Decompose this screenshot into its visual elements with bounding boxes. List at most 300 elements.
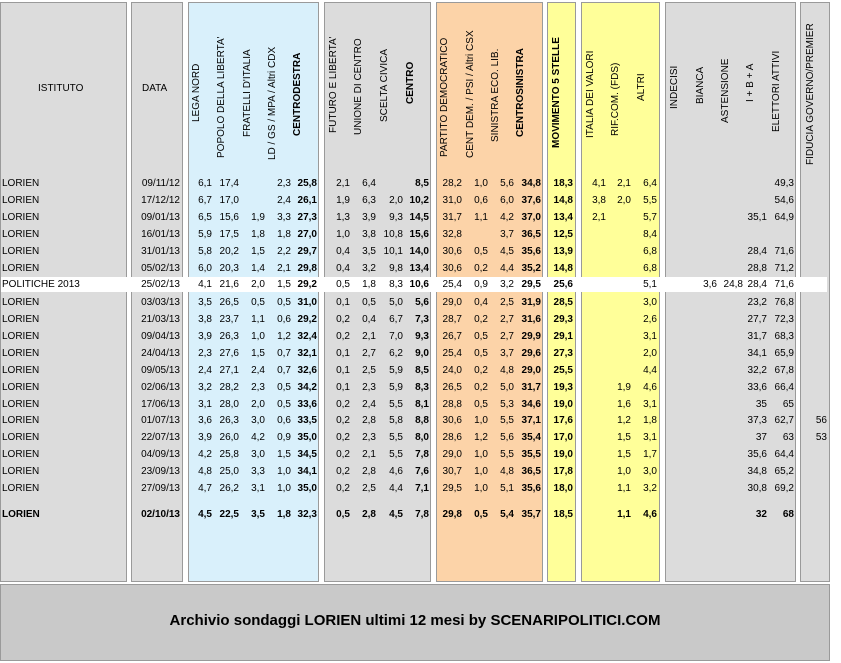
header-centrodestra: CENTRODESTRA (292, 52, 303, 136)
cell-idv: 2,1 (592, 212, 606, 223)
cell-ld-gs: 2,4 (277, 195, 291, 206)
table-row (0, 329, 841, 345)
cell-bianca (718, 413, 743, 429)
cell-istituto: LORIEN (2, 399, 40, 410)
cell-ld-gs: 0,7 (277, 365, 291, 376)
cell-rif (607, 210, 631, 226)
cell-fli: 0,4 (336, 263, 350, 274)
cell-ipba: 35 (755, 399, 767, 410)
cell-astensione (744, 346, 746, 362)
table-row (0, 277, 841, 293)
cell-bianca: 24,8 (723, 279, 743, 290)
header-elettori: ELETTORI ATTIVI (771, 50, 782, 132)
cell-udc: 6,4 (362, 178, 376, 189)
cell-pd: 30,7 (442, 466, 462, 477)
cell-centrodestra: 33,6 (297, 399, 317, 410)
cell-idv (583, 413, 606, 429)
cell-fli: 1,0 (336, 229, 350, 240)
cell-centrodestra: 29,2 (297, 279, 317, 290)
cell-idv: 3,8 (592, 195, 606, 206)
cell-elettori: 71,6 (774, 246, 794, 257)
cell-fdi: 3,0 (251, 449, 265, 460)
cell-altri: 3,1 (643, 331, 657, 342)
cell-bianca (718, 210, 743, 226)
cell-bianca (718, 380, 743, 396)
cell-sel: 5,6 (500, 178, 514, 189)
cell-fli: 0,1 (336, 382, 350, 393)
cell-centro: 9,3 (415, 331, 429, 342)
cell-centrosinistra: 36,5 (521, 229, 541, 240)
cell-lega-nord: 2,4 (198, 365, 212, 376)
cell-elettori: 71,6 (774, 279, 794, 290)
cell-data: 16/01/13 (141, 229, 180, 240)
cell-fdi: 1,8 (251, 229, 265, 240)
cell-sc: 6,2 (389, 348, 403, 359)
cell-istituto: POLITICHE 2013 (2, 279, 80, 290)
cell-fli: 0,2 (336, 483, 350, 494)
cell-elettori: 65 (782, 399, 794, 410)
cell-ld-gs: 0,9 (277, 432, 291, 443)
cell-centrodestra: 26,1 (297, 195, 317, 206)
cell-centro: 10,2 (409, 195, 429, 206)
cell-data: 21/03/13 (141, 314, 180, 325)
cell-ipba: 28,4 (747, 246, 767, 257)
cell-astensione (744, 312, 746, 328)
cell-indecisi (667, 430, 717, 446)
cell-pd: 30,6 (442, 263, 462, 274)
cell-pdl: 26,0 (219, 432, 239, 443)
cell-centro: 7,6 (415, 466, 429, 477)
cell-fli: 2,1 (336, 178, 350, 189)
cell-istituto: LORIEN (2, 195, 40, 206)
cell-sel: 2,5 (500, 297, 514, 308)
cell-udc: 0,5 (362, 297, 376, 308)
cell-m5s: 29,3 (553, 314, 573, 325)
cell-lega-nord: 4,2 (198, 449, 212, 460)
cell-ipba: 33,6 (747, 382, 767, 393)
cell-cd: 0,2 (474, 382, 488, 393)
cell-centrosinistra: 31,6 (521, 314, 541, 325)
cell-pdl: 23,7 (219, 314, 239, 325)
cell-pd: 29,0 (442, 297, 462, 308)
cell-udc: 2,3 (362, 382, 376, 393)
cell-idv (583, 481, 606, 497)
cell-fiducia (802, 210, 827, 226)
cell-data: 01/07/13 (141, 415, 180, 426)
cell-centrosinistra: 37,1 (521, 415, 541, 426)
cell-lega-nord: 3,5 (198, 297, 212, 308)
cell-ld-gs: 1,0 (277, 483, 291, 494)
cell-ld-gs: 0,6 (277, 415, 291, 426)
cell-sc: 9,3 (389, 212, 403, 223)
cell-cd: 0,5 (474, 331, 488, 342)
cell-centro: 8,5 (415, 178, 429, 189)
cell-m5s: 17,8 (553, 466, 573, 477)
cell-rif: 1,5 (617, 449, 631, 460)
header-fli: FUTURO E LIBERTA' (328, 36, 339, 133)
cell-cd: 1,0 (474, 415, 488, 426)
cell-sel: 4,2 (500, 212, 514, 223)
cell-m5s: 18,0 (553, 483, 573, 494)
table-row (0, 363, 841, 379)
cell-pd: 29,0 (442, 449, 462, 460)
cell-fli: 0,2 (336, 399, 350, 410)
cell-altri: 6,8 (643, 246, 657, 257)
cell-udc: 1,8 (362, 279, 376, 290)
table-row (0, 397, 841, 413)
cell-data: 17/06/13 (141, 399, 180, 410)
cell-fiducia (802, 312, 827, 328)
cell-centrosinistra: 29,9 (521, 331, 541, 342)
cell-sc: 5,9 (389, 382, 403, 393)
cell-rif (607, 227, 631, 243)
cell-fiducia (802, 261, 827, 277)
cell-astensione (744, 295, 746, 311)
cell-pd: 30,6 (442, 415, 462, 426)
cell-elettori: 54,6 (774, 195, 794, 206)
cell-astensione (744, 447, 746, 463)
cell-centrosinistra: 35,2 (521, 263, 541, 274)
cell-bianca (718, 227, 743, 243)
cell-cd: 0,9 (474, 279, 488, 290)
cell-sel: 3,7 (500, 348, 514, 359)
cell-ipba: 23,2 (747, 297, 767, 308)
cell-indecisi (667, 210, 717, 226)
cell-pd: 28,2 (442, 178, 462, 189)
cell-indecisi (667, 346, 717, 362)
cell-rif (607, 346, 631, 362)
cell-ipba: 31,7 (747, 331, 767, 342)
cell-data: 09/11/12 (141, 178, 180, 189)
cell-centrodestra: 34,2 (297, 382, 317, 393)
cell-altri: 4,6 (643, 382, 657, 393)
cell-sel: 5,5 (500, 415, 514, 426)
cell-sc: 5,8 (389, 415, 403, 426)
cell-idv (583, 464, 606, 480)
cell-m5s: 12,5 (553, 229, 573, 240)
cell-centrosinistra: 29,6 (521, 348, 541, 359)
cell-ipba: 32 (755, 509, 767, 520)
cell-astensione (744, 193, 746, 209)
cell-sel: 6,0 (500, 195, 514, 206)
cell-centro: 14,5 (409, 212, 429, 223)
cell-istituto: LORIEN (2, 229, 40, 240)
cell-astensione (744, 413, 746, 429)
cell-sc: 8,3 (389, 279, 403, 290)
cell-pd: 25,4 (442, 348, 462, 359)
cell-ipba: 28,8 (747, 263, 767, 274)
table-row (0, 176, 841, 192)
cell-ld-gs: 2,3 (277, 178, 291, 189)
cell-idv (583, 346, 606, 362)
cell-bianca (718, 430, 743, 446)
cell-astensione (744, 329, 746, 345)
cell-m5s: 27,3 (553, 348, 573, 359)
cell-indecisi (667, 447, 717, 463)
cell-pdl: 17,0 (219, 195, 239, 206)
cell-m5s: 17,6 (553, 415, 573, 426)
cell-sc: 4,4 (389, 483, 403, 494)
header-altri: ALTRI (636, 73, 647, 101)
header-sc: SCELTA CIVICA (379, 49, 390, 122)
table-row (0, 447, 841, 463)
cell-fdi: 2,3 (251, 382, 265, 393)
cell-sel: 3,7 (500, 229, 514, 240)
cell-cd: 1,0 (474, 466, 488, 477)
cell-centro: 7,3 (415, 314, 429, 325)
cell-pd: 31,0 (442, 195, 462, 206)
cell-data: 09/05/13 (141, 365, 180, 376)
table-row (0, 481, 841, 497)
cell-centrodestra: 32,4 (297, 331, 317, 342)
cell-fli: 1,9 (336, 195, 350, 206)
cell-elettori: 62,7 (774, 415, 794, 426)
cell-pd: 28,6 (442, 432, 462, 443)
cell-pd: 26,5 (442, 382, 462, 393)
cell-data: 02/10/13 (141, 509, 180, 520)
header-astensione: ASTENSIONE (720, 58, 731, 123)
cell-pdl: 26,5 (219, 297, 239, 308)
cell-fdi: 3,3 (251, 466, 265, 477)
cell-cd: 0,4 (474, 297, 488, 308)
cell-idv: 4,1 (592, 178, 606, 189)
cell-cd: 1,1 (474, 212, 488, 223)
cell-sc: 6,7 (389, 314, 403, 325)
cell-bianca (718, 261, 743, 277)
cell-fdi: 3,5 (251, 509, 265, 520)
cell-altri: 4,4 (643, 365, 657, 376)
cell-m5s: 28,5 (553, 297, 573, 308)
table-row (0, 244, 841, 260)
cell-lega-nord: 4,7 (198, 483, 212, 494)
header-data: DATA (142, 83, 168, 94)
cell-elettori: 63 (782, 432, 794, 443)
cell-fdi: 2,0 (251, 279, 265, 290)
cell-centrodestra: 32,3 (297, 509, 317, 520)
cell-centro: 13,4 (409, 263, 429, 274)
cell-cd: 1,0 (474, 449, 488, 460)
cell-centrosinistra: 31,7 (521, 382, 541, 393)
cell-lega-nord: 6,0 (198, 263, 212, 274)
cell-bianca (718, 363, 743, 379)
cell-fdi: 1,1 (251, 314, 265, 325)
cell-indecisi (667, 481, 717, 497)
cell-fdi: 2,4 (251, 365, 265, 376)
cell-fli: 0,5 (336, 509, 350, 520)
cell-altri: 1,7 (643, 449, 657, 460)
cell-centrodestra: 27,0 (297, 229, 317, 240)
cell-centrodestra: 34,1 (297, 466, 317, 477)
cell-elettori: 64,4 (774, 449, 794, 460)
cell-rif (607, 277, 631, 293)
cell-fiducia (802, 244, 827, 260)
cell-sel: 5,1 (500, 483, 514, 494)
cell-centrodestra: 29,7 (297, 246, 317, 257)
table-row (0, 380, 841, 396)
cell-centrosinistra: 35,4 (521, 432, 541, 443)
cell-indecisi (667, 464, 717, 480)
cell-lega-nord: 4,1 (198, 279, 212, 290)
cell-udc: 2,1 (362, 331, 376, 342)
cell-centrosinistra: 34,8 (521, 178, 541, 189)
cell-astensione (744, 397, 746, 413)
cell-astensione (744, 244, 746, 260)
cell-pdl: 28,0 (219, 399, 239, 410)
cell-istituto: LORIEN (2, 509, 40, 520)
cell-istituto: LORIEN (2, 246, 40, 257)
cell-fiducia (802, 380, 827, 396)
cell-ipba: 30,8 (747, 483, 767, 494)
cell-cd: 1,0 (474, 178, 488, 189)
cell-pdl: 15,6 (219, 212, 239, 223)
cell-fiducia (802, 277, 827, 293)
cell-sc: 10,1 (383, 246, 403, 257)
cell-data: 25/02/13 (141, 279, 180, 290)
cell-pd: 31,7 (442, 212, 462, 223)
cell-sel: 2,7 (500, 331, 514, 342)
cell-sc: 5,5 (389, 432, 403, 443)
cell-rif: 1,0 (617, 466, 631, 477)
cell-indecisi (667, 261, 717, 277)
cell-elettori: 65,2 (774, 466, 794, 477)
cell-rif: 1,5 (617, 432, 631, 443)
cell-m5s: 19,0 (553, 399, 573, 410)
cell-sc: 7,0 (389, 331, 403, 342)
cell-altri: 6,8 (643, 263, 657, 274)
table-row (0, 430, 841, 446)
cell-udc: 2,1 (362, 449, 376, 460)
cell-m5s: 19,0 (553, 449, 573, 460)
cell-bianca (718, 244, 743, 260)
cell-idv (583, 447, 606, 463)
cell-centrosinistra: 37,6 (521, 195, 541, 206)
cell-centrosinistra: 29,0 (521, 365, 541, 376)
cell-istituto: LORIEN (2, 178, 40, 189)
cell-centro: 8,3 (415, 382, 429, 393)
cell-altri: 5,1 (643, 279, 657, 290)
cell-istituto: LORIEN (2, 365, 40, 376)
cell-data: 02/06/13 (141, 382, 180, 393)
header-fdi: FRATELLI D'ITALIA (242, 49, 253, 137)
cell-indecisi (667, 397, 717, 413)
cell-pdl: 17,5 (219, 229, 239, 240)
cell-fiducia (802, 346, 827, 362)
cell-bianca (718, 397, 743, 413)
cell-cd: 0,5 (474, 509, 488, 520)
cell-astensione (744, 363, 746, 379)
header-centrosinistra: CENTROSINISTRA (515, 48, 526, 137)
cell-istituto: LORIEN (2, 382, 40, 393)
cell-bianca (718, 481, 743, 497)
footer-bar (0, 584, 830, 661)
header-sel: SINISTRA ECO. LIB. (490, 48, 501, 142)
cell-rif: 1,9 (617, 382, 631, 393)
cell-centrosinistra: 34,6 (521, 399, 541, 410)
cell-fiducia (802, 329, 827, 345)
cell-rif (607, 312, 631, 328)
cell-istituto: LORIEN (2, 348, 40, 359)
cell-indecisi (667, 193, 717, 209)
cell-fdi: 1,0 (251, 331, 265, 342)
cell-lega-nord: 3,9 (198, 432, 212, 443)
cell-m5s: 29,1 (553, 331, 573, 342)
cell-elettori: 49,3 (774, 178, 794, 189)
cell-elettori: 67,8 (774, 365, 794, 376)
header-indecisi: INDECISI (669, 65, 680, 109)
cell-pdl: 27,6 (219, 348, 239, 359)
cell-altri: 4,6 (643, 509, 657, 520)
cell-altri: 5,5 (643, 195, 657, 206)
cell-m5s: 14,8 (553, 195, 573, 206)
cell-sc: 5,9 (389, 365, 403, 376)
header-bianca: BIANCA (695, 66, 706, 104)
header-pd: PARTITO DEMOCRATICO (439, 37, 450, 157)
cell-altri: 3,2 (643, 483, 657, 494)
cell-pdl: 26,3 (219, 415, 239, 426)
cell-centro: 7,8 (415, 509, 429, 520)
cell-fiducia (802, 227, 827, 243)
cell-data: 05/02/13 (141, 263, 180, 274)
header-ipba: I + B + A (745, 63, 756, 102)
cell-cd: 0,2 (474, 314, 488, 325)
cell-centrosinistra: 35,6 (521, 246, 541, 257)
cell-fiducia (802, 464, 827, 480)
cell-altri: 3,0 (643, 466, 657, 477)
cell-udc: 2,8 (362, 415, 376, 426)
table-row (0, 464, 841, 480)
cell-pdl: 28,2 (219, 382, 239, 393)
cell-pdl: 27,1 (219, 365, 239, 376)
cell-centrodestra: 35,0 (297, 432, 317, 443)
cell-istituto: LORIEN (2, 212, 40, 223)
cell-m5s: 13,4 (553, 212, 573, 223)
cell-ld-gs: 1,8 (277, 229, 291, 240)
cell-fli: 0,4 (336, 246, 350, 257)
cell-fli: 0,2 (336, 415, 350, 426)
header-rif: RIF.COM. (FDS) (610, 62, 621, 136)
cell-ld-gs: 2,2 (277, 246, 291, 257)
table-row (0, 295, 841, 311)
cell-centrodestra: 33,5 (297, 415, 317, 426)
cell-lega-nord: 3,8 (198, 314, 212, 325)
cell-m5s: 25,6 (553, 279, 573, 290)
cell-pdl: 17,4 (219, 178, 239, 189)
header-idv: ITALIA DEI VALORI (585, 50, 596, 138)
cell-astensione (744, 430, 746, 446)
cell-udc: 2,4 (362, 399, 376, 410)
cell-astensione (744, 176, 746, 192)
cell-cd: 0,2 (474, 263, 488, 274)
cell-istituto: LORIEN (2, 314, 40, 325)
cell-cd: 1,2 (474, 432, 488, 443)
cell-fiducia (802, 193, 827, 209)
cell-fdi: 4,2 (251, 432, 265, 443)
header-pdl: POPOLO DELLA LIBERTA' (216, 36, 227, 158)
cell-elettori: 64,9 (774, 212, 794, 223)
cell-indecisi: 3,6 (703, 279, 717, 290)
cell-fiducia (802, 176, 827, 192)
cell-istituto: LORIEN (2, 331, 40, 342)
cell-idv (583, 261, 606, 277)
cell-sc: 2,0 (389, 195, 403, 206)
cell-udc: 2,5 (362, 483, 376, 494)
cell-fdi: 0,5 (251, 297, 265, 308)
cell-indecisi (667, 176, 717, 192)
header-cd: CENT DEM. / PSI / Altri CSX (465, 30, 476, 158)
header-udc: UNIONE DI CENTRO (353, 38, 364, 135)
cell-fli: 0,2 (336, 314, 350, 325)
cell-lega-nord: 3,2 (198, 382, 212, 393)
